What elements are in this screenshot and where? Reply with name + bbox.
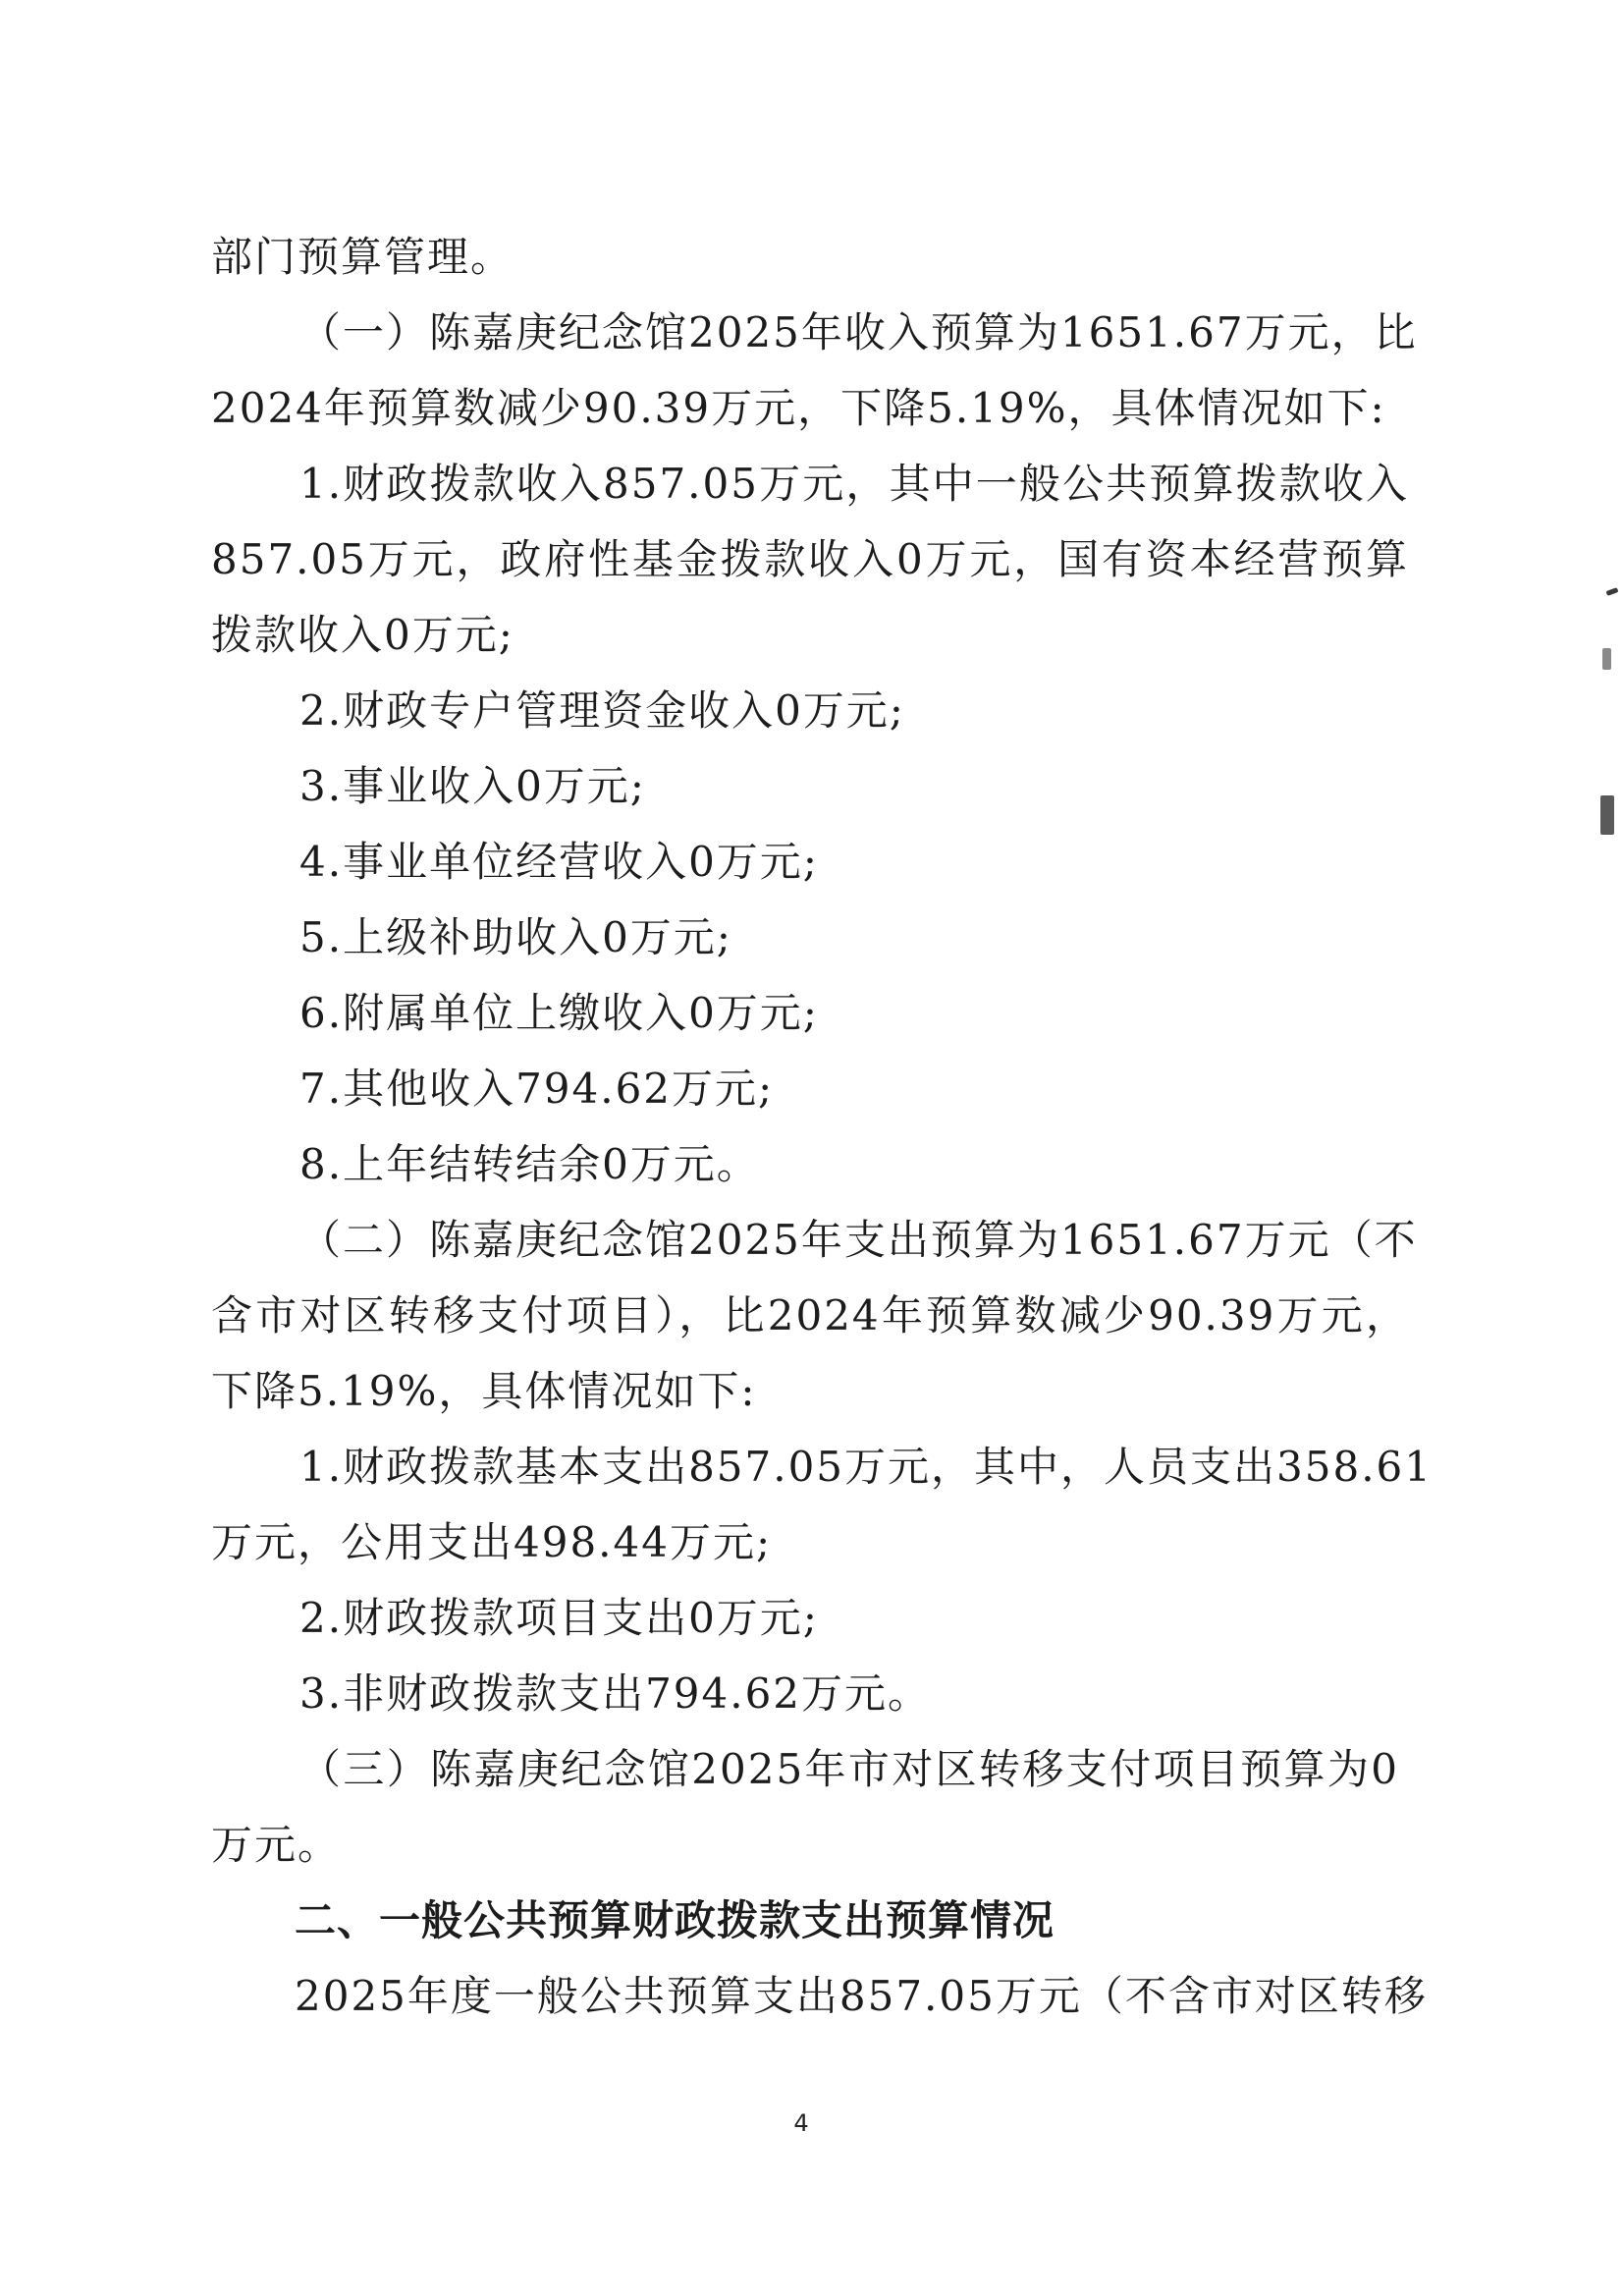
- paragraph-line: 2025年度一般公共预算支出857.05万元（不含市对区转移: [295, 1972, 1428, 2020]
- paragraph-line: 部门预算管理。: [211, 233, 514, 281]
- paragraph-line: 4.事业单位经营收入0万元;: [299, 838, 819, 886]
- paragraph-line: 含市对区转移支付项目），比2024年预算数减少90.39万元，: [211, 1291, 1409, 1339]
- section-heading: 二、一般公共预算财政拨款支出预算情况: [295, 1896, 1055, 1944]
- paragraph-line: 1.财政拨款收入857.05万元，其中一般公共预算拨款收入: [299, 460, 1409, 508]
- scan-edge-mark: [1600, 795, 1614, 835]
- paragraph-line: 857.05万元，政府性基金拨款收入0万元，国有资本经营预算: [211, 535, 1409, 583]
- page-number: 4: [793, 2109, 809, 2137]
- paragraph-line: 1.财政拨款基本支出857.05万元，其中，人员支出358.61: [299, 1443, 1433, 1491]
- paragraph-line: 7.其他收入794.62万元;: [299, 1065, 775, 1113]
- paragraph-line: 2.财政专户管理资金收入0万元;: [299, 686, 905, 735]
- paragraph-line: 3.非财政拨款支出794.62万元。: [299, 1669, 932, 1718]
- paragraph-line: 6.附属单位上缴收入0万元;: [299, 989, 819, 1037]
- paragraph-line: （一）陈嘉庚纪念馆2025年收入预算为1651.67万元，比: [299, 308, 1418, 356]
- scan-edge-mark: [1606, 587, 1619, 596]
- paragraph-line: （二）陈嘉庚纪念馆2025年支出预算为1651.67万元（不: [299, 1216, 1418, 1264]
- paragraph-line: 3.事业收入0万元;: [299, 762, 646, 810]
- paragraph-line: 万元。: [211, 1821, 342, 1869]
- paragraph-line: 8.上年结转结余0万元。: [299, 1140, 760, 1188]
- paragraph-line: 万元，公用支出498.44万元;: [211, 1518, 773, 1566]
- paragraph-line: 拨款收入0万元;: [211, 611, 514, 659]
- scan-edge-mark: [1602, 648, 1611, 670]
- paragraph-line: 下降5.19%，具体情况如下:: [211, 1367, 757, 1415]
- paragraph-line: （三）陈嘉庚纪念馆2025年市对区转移支付项目预算为0: [299, 1745, 1399, 1793]
- paragraph-line: 5.上级补助收入0万元;: [299, 913, 732, 961]
- paragraph-line: 2024年预算数减少90.39万元，下降5.19%，具体情况如下:: [211, 384, 1386, 432]
- paragraph-line: 2.财政拨款项目支出0万元;: [299, 1594, 819, 1642]
